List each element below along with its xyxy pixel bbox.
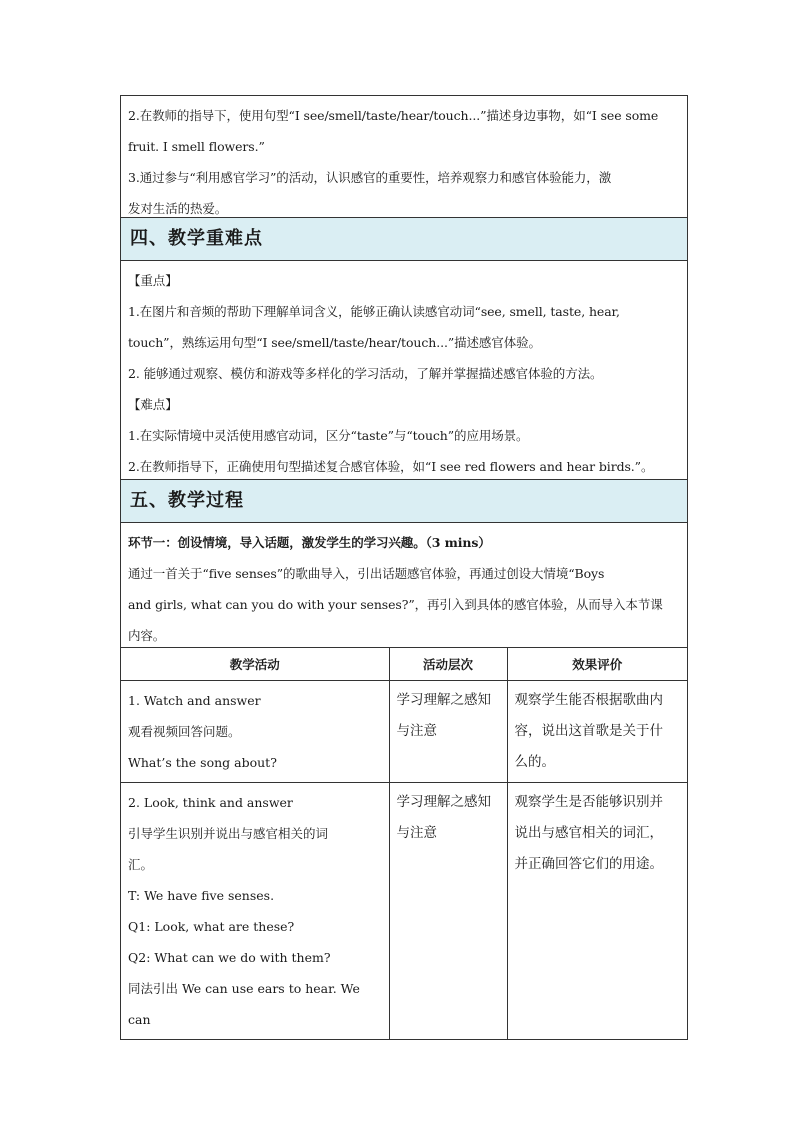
objective-line: fruit. I smell flowers.” xyxy=(128,139,265,154)
objective-line: 2.在教师的指导下，使用句型“I see/smell/taste/hear/touch...”描述身边事物，如“I see some xyxy=(128,108,659,123)
evaluation-line: 观察学生能否根据歌曲内 xyxy=(514,692,663,708)
key-point-line: 1.在图片和音频的帮助下理解单词含义，能够正确认读感官动词“see, smell, taste, hear, xyxy=(128,304,620,319)
level-cell xyxy=(389,783,507,1040)
key-points-block xyxy=(121,261,687,479)
objective-line: 3.通过参与“利用感官学习”的活动，认识感官的重要性，培养观察力和感官体验能力，激 xyxy=(128,170,612,185)
activity-cell xyxy=(121,681,389,783)
difficulty-line: 2.在教师指导下，正确使用句型描述复合感官体验，如“I see red flowers and hear birds.”。 xyxy=(128,459,654,474)
evaluation-cell xyxy=(507,783,687,1040)
header-level: 活动层次 xyxy=(389,648,507,681)
evaluation-line: 说出与感官相关的词汇， xyxy=(514,825,663,841)
stage1-description: 通过一首关于“five senses”的歌曲导入，引出话题感官体验，再通过创设大情境“Boys xyxy=(128,566,605,581)
table-row xyxy=(121,783,687,1040)
evaluation-line: 观察学生是否能够识别并 xyxy=(514,794,663,810)
key-label: 【重点】 xyxy=(128,273,178,288)
activities-table xyxy=(121,647,687,1039)
header-evaluation: 效果评价 xyxy=(507,648,687,681)
header-activity: 教学活动 xyxy=(121,648,389,681)
level-line: 与注意 xyxy=(396,825,437,841)
section-heading-process: 五、教学过程 xyxy=(121,479,687,523)
stage1-description: 内容。 xyxy=(128,628,166,643)
key-point-line: 2. 能够通过观察、模仿和游戏等多样化的学习活动，了解并掌握描述感官体验的方法。 xyxy=(128,366,603,381)
activity-line: Q1: Look, what are these? xyxy=(128,919,295,934)
evaluation-line: 么的。 xyxy=(514,754,555,770)
activity-line: 引导学生识别并说出与感官相关的词 xyxy=(128,826,329,841)
table-row xyxy=(121,681,687,783)
activity-line: T: We have five senses. xyxy=(128,888,275,903)
section-heading-key-points: 四、教学重难点 xyxy=(121,217,687,261)
objectives-continued xyxy=(121,96,687,217)
activity-line: 1. Watch and answer xyxy=(128,693,261,708)
level-cell xyxy=(389,681,507,783)
key-point-line: touch”，熟练运用句型“I see/smell/taste/hear/touch...”描述感官体验。 xyxy=(128,335,541,350)
level-line: 学习理解之感知 xyxy=(396,794,491,810)
activity-line: 观看视频回答问题。 xyxy=(128,724,241,739)
level-line: 与注意 xyxy=(396,723,437,739)
evaluation-line: 容，说出这首歌是关于什 xyxy=(514,723,663,739)
table-header-row xyxy=(121,648,687,681)
activity-line: What’s the song about? xyxy=(128,755,277,770)
level-line: 学习理解之感知 xyxy=(396,692,491,708)
activity-cell xyxy=(121,783,389,1040)
activity-line: 2. Look, think and answer xyxy=(128,795,293,810)
difficulty-line: 1.在实际情境中灵活使用感官动词，区分“taste”与“touch”的应用场景。 xyxy=(128,428,529,443)
difficulty-label: 【难点】 xyxy=(128,397,178,412)
evaluation-line: 并正确回答它们的用途。 xyxy=(514,856,663,872)
activity-line: 汇。 xyxy=(128,857,154,872)
objective-line: 发对生活的热爱。 xyxy=(128,201,228,216)
stage1-heading: 环节一：创设情境，导入话题，激发学生的学习兴趣。（3 mins） xyxy=(128,535,491,550)
stage1-description: and girls, what can you do with your senses?”，再引入到具体的感官体验，从而导入本节课 xyxy=(128,597,663,612)
lesson-plan-document xyxy=(120,95,688,1040)
evaluation-cell xyxy=(507,681,687,783)
activity-line: Q2: What can we do with them? xyxy=(128,950,331,965)
stage1-block xyxy=(121,523,687,647)
activity-line: 同法引出 We can use ears to hear. We can xyxy=(128,981,360,1027)
